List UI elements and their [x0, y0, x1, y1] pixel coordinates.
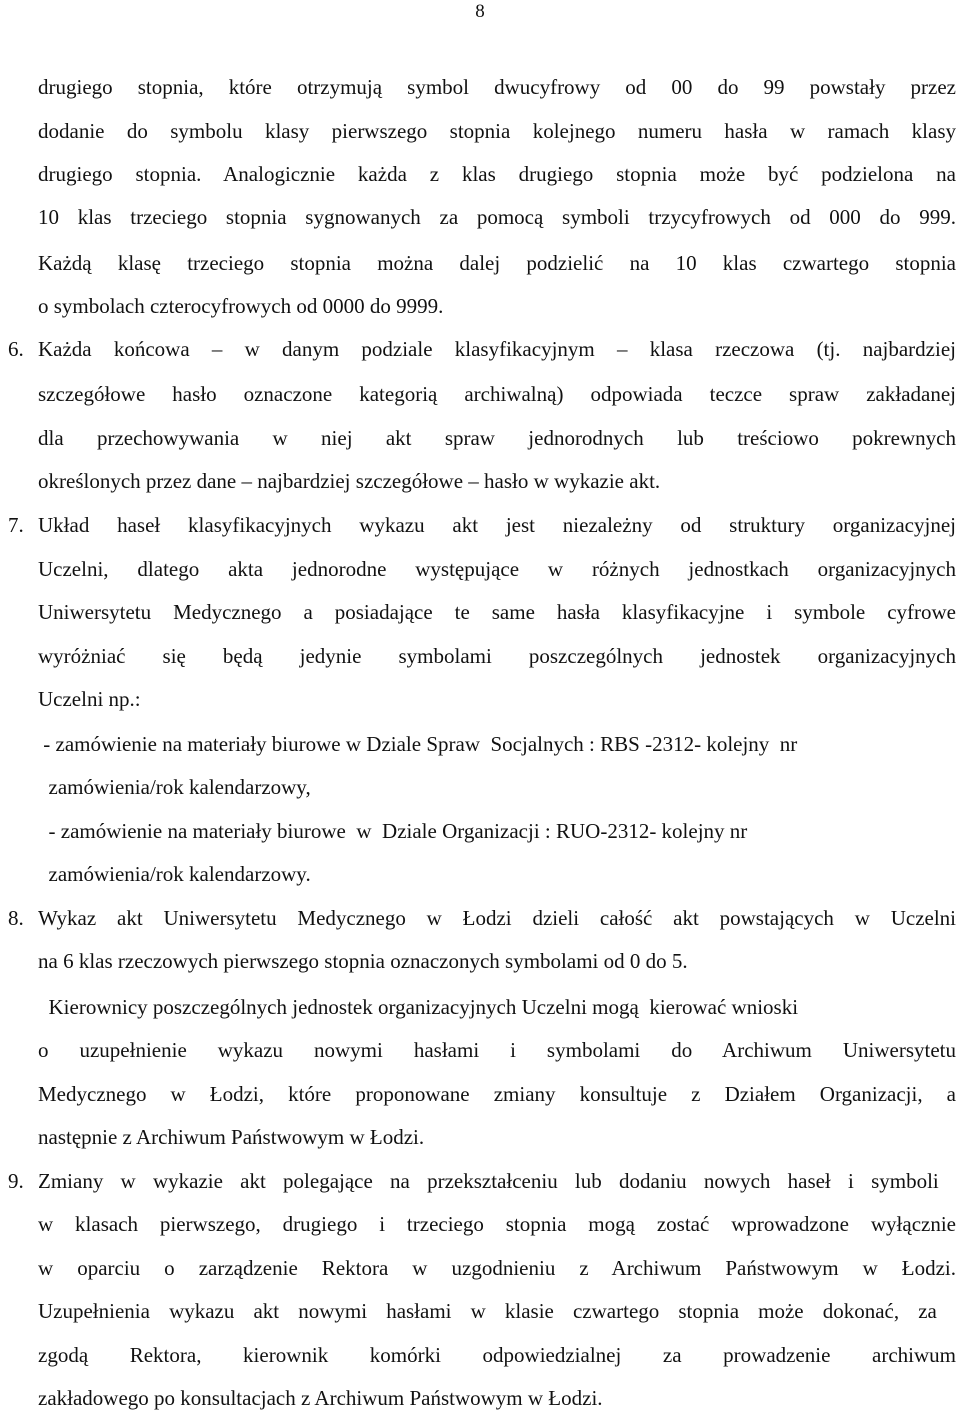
- line-text: Uczelni np.:: [38, 687, 141, 711]
- line-text: Kierownicy poszczególnych jednostek organizacyjnych Uczelni mogą kierować wnioski: [38, 995, 799, 1019]
- line-text: zamówienia/rok kalendarzowy.: [38, 862, 311, 886]
- line-text: dla przechowywania w niej akt spraw jednorodnych lub treściowo pokrewnych: [38, 426, 956, 450]
- line-text: Układ haseł klasyfikacyjnych wykazu akt jest niezależny od struktury organizacyjnej: [38, 513, 956, 537]
- text-line: [38, 381, 956, 407]
- text-line: [8, 905, 956, 931]
- text-line: [38, 118, 956, 144]
- text-line: [38, 1037, 956, 1063]
- text-line: [38, 204, 956, 230]
- text-line: [38, 1342, 956, 1368]
- item-number: 7.: [8, 513, 24, 537]
- text-line: [38, 1385, 956, 1411]
- line-text: określonych przez dane – najbardziej szczegółowe – hasło w wykazie akt.: [38, 469, 661, 493]
- line-text: Każdą klasę trzeciego stopnia można dalej podzielić na 10 klas czwartego stopnia: [38, 251, 956, 275]
- line-text: 10 klas trzeciego stopnia sygnowanych za pomocą symboli trzycyfrowych od 000 do 999.: [38, 205, 956, 229]
- line-text: następnie z Archiwum Państwowym w Łodzi.: [38, 1125, 425, 1149]
- line-text: zgodą Rektora, kierownik komórki odpowiedzialnej za prowadzenie archiwum: [38, 1343, 956, 1367]
- page-number: 8: [475, 1, 485, 22]
- line-text: wyróżniać się będą jedynie symbolami poszczególnych jednostek organizacyjnych: [38, 644, 956, 668]
- text-line: [38, 1124, 956, 1150]
- item-number: 6.: [8, 337, 24, 361]
- text-line: [38, 948, 956, 974]
- text-line: [38, 74, 956, 100]
- text-line: [38, 1298, 956, 1324]
- text-line: [38, 293, 956, 319]
- text-line: [38, 1081, 956, 1107]
- text-line: [38, 643, 956, 669]
- text-line: [38, 994, 956, 1020]
- text-line: [38, 250, 956, 276]
- line-text: na 6 klas rzeczowych pierwszego stopnia oznaczonych symbolami od 0 do 5.: [38, 949, 688, 973]
- item-number: 8.: [8, 906, 24, 930]
- text-line: [38, 686, 956, 712]
- line-text: zakładowego po konsultacjach z Archiwum Państwowym w Łodzi.: [38, 1386, 603, 1410]
- line-text: - zamówienie na materiały biurowe w Dziale Spraw Socjalnych : RBS -2312- kolejny nr: [38, 732, 798, 756]
- line-text: Każda końcowa – w danym podziale klasyfikacyjnym – klasa rzeczowa (tj. najbardziej: [38, 337, 956, 361]
- text-line: [38, 1255, 956, 1281]
- text-line: [8, 336, 956, 362]
- text-line: [8, 512, 956, 538]
- text-line: [38, 161, 956, 187]
- line-text: Uczelni, dlatego akta jednorodne występujące w różnych jednostkach organizacyjnych: [38, 557, 956, 581]
- line-text: - zamówienie na materiały biurowe w Dziale Organizacji : RUO-2312- kolejny nr: [38, 819, 748, 843]
- line-text: o symbolach czterocyfrowych od 0000 do 9999.: [38, 294, 444, 318]
- line-text: Uzupełnienia wykazu akt nowymi hasłami w klasie czwartego stopnia może dokonać, za: [38, 1299, 937, 1323]
- text-line: [38, 1211, 956, 1237]
- line-text: w klasach pierwszego, drugiego i trzeciego stopnia mogą zostać wprowadzone wyłącznie: [38, 1212, 956, 1236]
- line-text: zamówienia/rok kalendarzowy,: [38, 775, 311, 799]
- text-line: [8, 1168, 956, 1194]
- text-line: [38, 818, 956, 844]
- line-text: w oparciu o zarządzenie Rektora w uzgodnieniu z Archiwum Państwowym w Łodzi.: [38, 1256, 956, 1280]
- line-text: Zmiany w wykazie akt polegające na przekształceniu lub dodaniu nowych haseł i symboli: [38, 1169, 939, 1193]
- text-line: [38, 731, 956, 757]
- text-line: [38, 599, 956, 625]
- line-text: szczegółowe hasło oznaczone kategorią archiwalną) odpowiada teczce spraw zakładanej: [38, 382, 956, 406]
- text-line: [38, 774, 956, 800]
- line-text: Medycznego w Łodzi, które proponowane zmiany konsultuje z Działem Organizacji, a: [38, 1082, 956, 1106]
- line-text: drugiego stopnia. Analogicznie każda z klas drugiego stopnia może być podzielona na: [38, 162, 956, 186]
- text-line: [38, 425, 956, 451]
- line-text: o uzupełnienie wykazu nowymi hasłami i symbolami do Archiwum Uniwersytetu: [38, 1038, 956, 1062]
- line-text: Wykaz akt Uniwersytetu Medycznego w Łodzi dzieli całość akt powstających w Uczelni: [38, 906, 956, 930]
- text-line: [38, 468, 956, 494]
- line-text: Uniwersytetu Medycznego a posiadające te same hasła klasyfikacyjne i symbole cyfrowe: [38, 600, 956, 624]
- line-text: drugiego stopnia, które otrzymują symbol dwucyfrowy od 00 do 99 powstały przez: [38, 75, 956, 99]
- text-line: [38, 861, 956, 887]
- line-text: dodanie do symbolu klasy pierwszego stopnia kolejnego numeru hasła w ramach klasy: [38, 119, 956, 143]
- item-number: 9.: [8, 1169, 24, 1193]
- text-line: [38, 556, 956, 582]
